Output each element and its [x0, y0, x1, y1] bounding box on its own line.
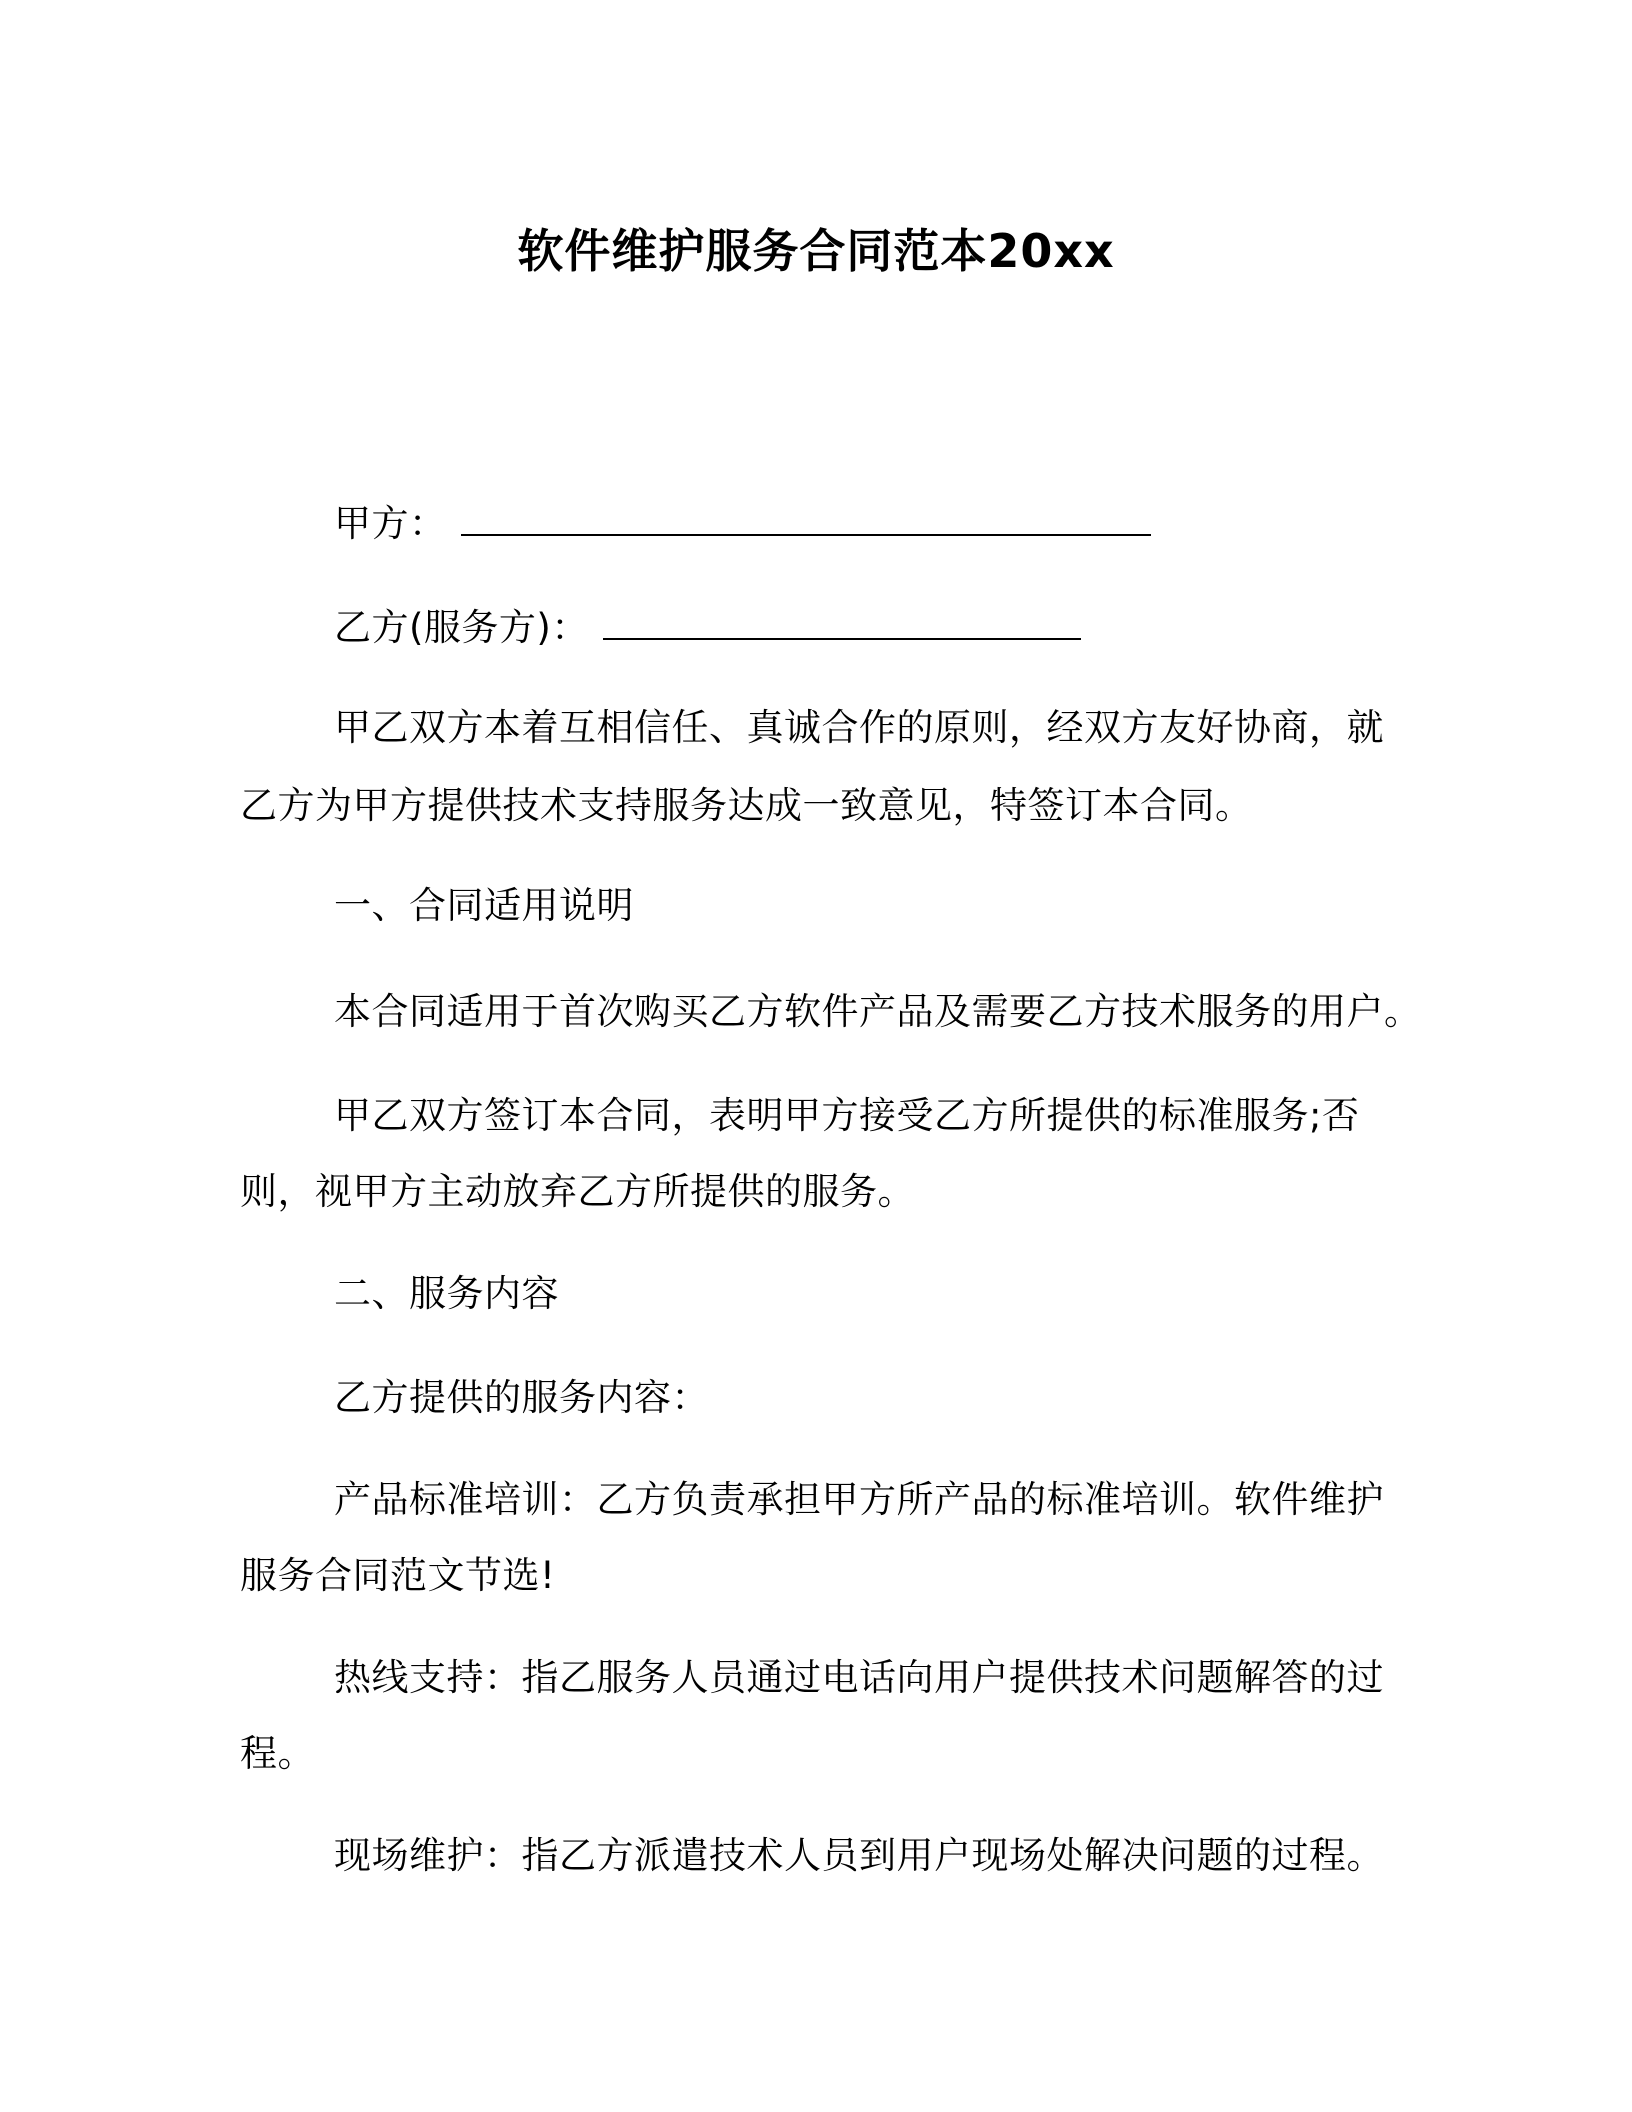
party-b-line [334, 602, 1081, 654]
party-a-line [334, 498, 1151, 550]
hotline-line-2: 程。 [240, 1732, 315, 1775]
hotline-line-1: 热线支持：指乙服务人员通过电话向用户提供技术问题解答的过 [334, 1656, 1384, 1699]
party-b-blank [603, 602, 1081, 640]
party-a-blank [461, 498, 1151, 536]
onsite-paragraph: 现场维护：指乙方派遣技术人员到用户现场处解决问题的过程。 [334, 1834, 1384, 1877]
training-line-1: 产品标准培训：乙方负责承担甲方所产品的标准培训。软件维护 [334, 1478, 1384, 1521]
intro-line-2: 乙方为甲方提供技术支持服务达成一致意见，特签订本合同。 [240, 784, 1253, 827]
section1-paragraph-2-line-1: 甲乙双方签订本合同，表明甲方接受乙方所提供的标准服务;否 [334, 1094, 1360, 1137]
section1-paragraph-1: 本合同适用于首次购买乙方软件产品及需要乙方技术服务的用户。 [334, 990, 1422, 1033]
section1-paragraph-2-line-2: 则，视甲方主动放弃乙方所提供的服务。 [240, 1170, 915, 1213]
document-title: 软件维护服务合同范本20xx [517, 224, 1115, 278]
intro-line-1: 甲乙双方本着互相信任、真诚合作的原则，经双方友好协商，就 [334, 706, 1384, 749]
training-line-2: 服务合同范文节选! [240, 1554, 556, 1597]
section2-heading: 二、服务内容 [334, 1272, 559, 1315]
section1-heading: 一、合同适用说明 [334, 884, 634, 927]
section2-intro: 乙方提供的服务内容： [334, 1376, 709, 1419]
party-b-label: 乙方(服务方)： [334, 606, 589, 649]
party-a-label: 甲方： [334, 502, 447, 545]
